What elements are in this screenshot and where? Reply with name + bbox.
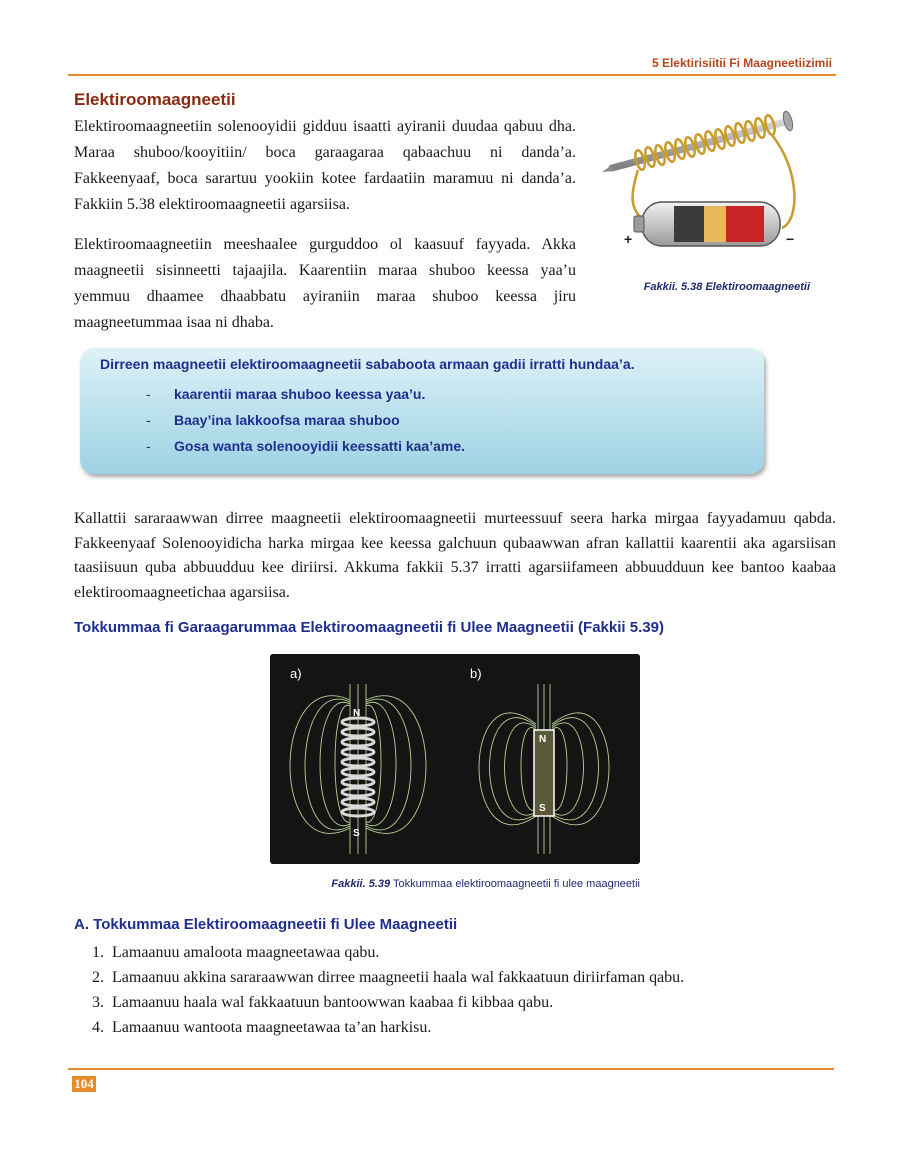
activity-item-number: 4. (92, 1019, 104, 1036)
bullet-dash: - (146, 412, 151, 428)
activity-item (92, 1015, 812, 1040)
note-box-title: Dirreen maagneetii elektiroomaagneetii sababoota armaan gadii irratti hundaa’a. (100, 356, 635, 372)
figure2-caption (270, 878, 640, 890)
activity-title: A. Tokkummaa Elektiroomaagneetii fi Ulee Maagneetii (74, 916, 458, 933)
magnet-south-label: S (539, 803, 546, 814)
battery (634, 202, 780, 246)
figure1-caption: Fakkii. 5.38 Elektiroomaagneetii (643, 281, 810, 293)
figure2-caption-number: Fakkii. 5.39 (331, 878, 391, 890)
bullet-dash: - (146, 386, 151, 402)
field-lines-figure (270, 654, 640, 864)
activity-item-number: 2. (92, 969, 104, 986)
solenoid-south-label: S (353, 828, 360, 839)
note-item-text: Baay’ina lakkoofsa maraa shuboo (174, 412, 400, 428)
paragraph-1: Elektiroomaagneetiin solenooyidii gidduu isaatti ayiranii duudaa qabuu dha. Maraa shuboo/kooyitiin/ boca garaagaraa qabaachuu ni danda’a. Fakkeenyaaf, boca sarartuu yookiin kotee fardaatiin maramuu ni danda’a. Fakkiin 5.38 elektiroomaagneetii agarsiisa. (74, 118, 576, 213)
electromagnet-figure (600, 110, 820, 280)
note-item-text: kaarentii maraa shuboo keessa yaa’u. (174, 386, 426, 402)
activity-item-number: 1. (92, 944, 104, 961)
section-title: Elektiroomaagneetii (74, 90, 236, 109)
note-box-list (146, 381, 465, 459)
header-divider (68, 74, 836, 76)
chapter-header: 5 Elektirisiitii Fi Maagneetiizimii (651, 56, 832, 70)
solenoid-north-label: N (353, 708, 361, 719)
note-item (146, 381, 465, 407)
note-item (146, 407, 465, 433)
plus-terminal-label: + (624, 231, 633, 247)
activity-item (92, 940, 812, 965)
note-item-text: Gosa wanta solenooyidii keessatti kaa’ame. (174, 438, 466, 454)
subsection-title: Tokkummaa fi Garaagarummaa Elektiroomaagneetii fi Ulee Maagneetii (Fakkii 5.39) (74, 619, 664, 636)
figure2-caption-text: Tokkummaa elektiroomaagneetii fi ulee maagneetii (390, 878, 640, 890)
activity-item (92, 990, 812, 1015)
activity-list (92, 940, 812, 1040)
bullet-dash: - (146, 438, 151, 454)
paragraph-3: Kallattii sararaawwan dirree maagneetii elektiroomaagneetii murteessuuf seera harka mirgaa fayyadamuu qabda. Fakkeenyaaf Solenooyidicha harka mirgaa kee keessa galchuun qubaawwan afran kallattii kaarentii aka agarsiisan taasiisuun quba abbuudduu kee diriirsi. Akkuma fakkii 5.37 irratti agarsiifameen abbuudduun kee bantoo kaabaa elektiroomaagneetichaa agarsiisa. (74, 510, 836, 601)
page-number: 104 (72, 1076, 96, 1092)
footer-divider (68, 1068, 834, 1070)
paragraph-2: Elektiroomaagneetiin meeshaalee gurguddoo ol kaasuuf fayyada. Akka maagneetii sisinneetti tajaajila. Kaarentiin maraa shuboo keessa yaa’u yemmuu dhaamee dhaabbatu ayiraniin maraa shuboo keessa jiru maagneetummaa isaa ni dhaba. (74, 236, 576, 331)
activity-item-text: Lamaanuu wantoota maagneetawaa ta’an harkisu. (112, 1019, 432, 1036)
activity-item-text: Lamaanuu amaloota maagneetawaa qabu. (112, 944, 380, 961)
activity-item-text: Lamaanuu haala wal fakkaatuun bantoowwan kaabaa fi kibbaa qabu. (112, 994, 554, 1011)
figure2-label-a: a) (290, 666, 302, 681)
activity-item-text: Lamaanuu akkina sararaawwan dirree maagneetii haala wal fakkaatuun diriirfaman qabu. (112, 969, 685, 986)
note-item (146, 433, 465, 459)
minus-terminal-label: − (786, 231, 795, 247)
activity-item-number: 3. (92, 994, 104, 1011)
note-box (80, 348, 764, 474)
figure2-label-b: b) (470, 666, 482, 681)
magnet-north-label: N (539, 734, 547, 745)
activity-item (92, 965, 812, 990)
